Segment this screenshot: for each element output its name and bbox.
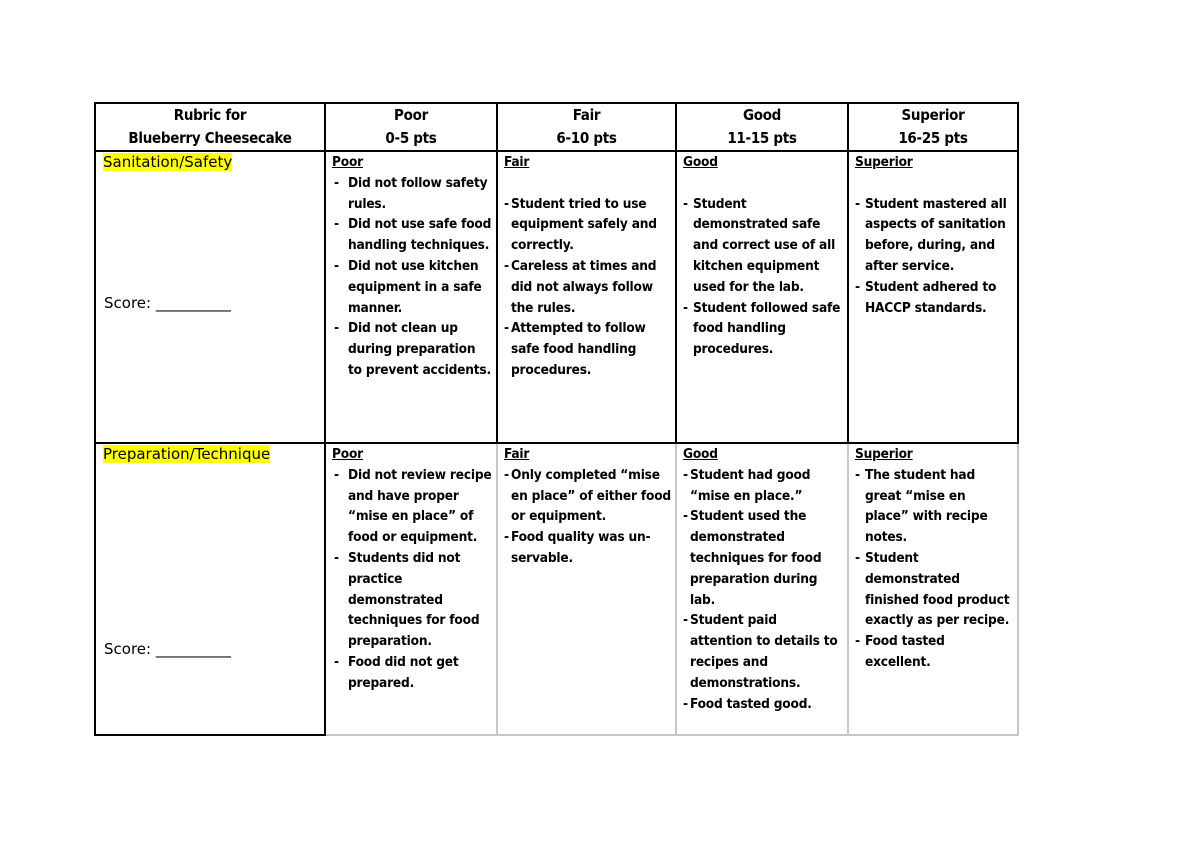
category-label: Preparation/Technique [103,445,271,463]
list-item: - Did not clean up during preparation to prevent accidents. [332,318,492,380]
criteria-cell-fair [497,151,676,443]
criteria-heading: Superior [855,446,913,462]
level-points: 0-5 pts [385,129,437,147]
criteria-cell-superior [848,151,1018,443]
criteria-heading: Good [683,446,718,462]
criteria-list [855,194,1013,319]
criteria-list [683,194,843,360]
criteria-heading: Poor [332,154,364,170]
list-item: - Student demonstrated finished food product exactly as per recipe. [855,548,1013,631]
list-item: - Students did not practice demonstrated techniques for food preparation. [332,548,492,652]
list-item: - Food tasted good. [683,694,843,715]
list-item: - Did not use kitchen equipment in a safe manner. [332,256,492,318]
rubric-title-line1: Rubric for [173,106,247,124]
category-cell [95,151,325,443]
list-item: - Only completed “mise en place” of either food or equipment. [504,465,671,527]
level-name: Poor [394,106,428,124]
rubric-title-line2: Blueberry Cheesecake [128,129,292,147]
category-label: Sanitation/Safety [103,153,233,171]
criteria-list [855,465,1013,673]
list-item: - Student paid attention to details to recipes and demonstrations. [683,610,843,693]
criteria-list [504,194,671,381]
list-item: - Food quality was un-servable. [504,527,671,569]
list-item: - Student mastered all aspects of sanitation before, during, and after service. [855,194,1013,277]
criteria-cell-poor [325,151,497,443]
level-points: 16-25 pts [898,129,968,147]
score-line: Score: __________ [104,294,231,312]
level-points: 11-15 pts [727,129,797,147]
list-item: - Did not review recipe and have proper “mise en place” of food or equipment. [332,465,492,548]
list-item: - Did not follow safety rules. [332,173,492,215]
criteria-cell-good [676,443,848,735]
list-item: - Careless at times and did not always follow the rules. [504,256,671,318]
criteria-list [683,465,843,715]
category-cell [95,443,325,735]
list-item: - Did not use safe food handling techniques. [332,214,492,256]
list-item: - Student had good “mise en place.” [683,465,843,507]
criteria-heading: Superior [855,154,913,170]
level-name: Good [742,106,782,124]
criteria-cell-good [676,151,848,443]
level-header-good [676,103,848,151]
level-header-fair [497,103,676,151]
list-item: - Food tasted excellent. [855,631,1013,673]
list-item: - Student adhered to HACCP standards. [855,277,1013,319]
criteria-list [332,465,492,694]
score-line: Score: __________ [104,640,231,658]
list-item: - The student had great “mise en place” with recipe notes. [855,465,1013,548]
level-name: Fair [572,106,601,124]
level-name: Superior [901,106,965,124]
criteria-list [504,465,671,569]
level-header-poor [325,103,497,151]
rubric-table [94,102,1019,736]
criteria-heading: Poor [332,446,364,462]
criteria-heading: Good [683,154,718,170]
criteria-cell-fair [497,443,676,735]
criteria-list [332,173,492,381]
rubric-title-cell [95,103,325,151]
header-row [95,103,1018,151]
list-item: - Student used the demonstrated techniques for food preparation during lab. [683,506,843,610]
rubric-row-sanitation [95,151,1018,443]
list-item: - Attempted to follow safe food handling procedures. [504,318,671,380]
rubric-row-preparation [95,443,1018,735]
criteria-heading: Fair [504,154,530,170]
criteria-cell-superior [848,443,1018,735]
level-points: 6-10 pts [556,129,617,147]
list-item: - Student demonstrated safe and correct use of all kitchen equipment used for the lab. [683,194,843,298]
list-item: - Student tried to use equipment safely and correctly. [504,194,671,256]
level-header-superior [848,103,1018,151]
list-item: - Food did not get prepared. [332,652,492,694]
criteria-cell-poor [325,443,497,735]
criteria-heading: Fair [504,446,530,462]
list-item: - Student followed safe food handling procedures. [683,298,843,360]
